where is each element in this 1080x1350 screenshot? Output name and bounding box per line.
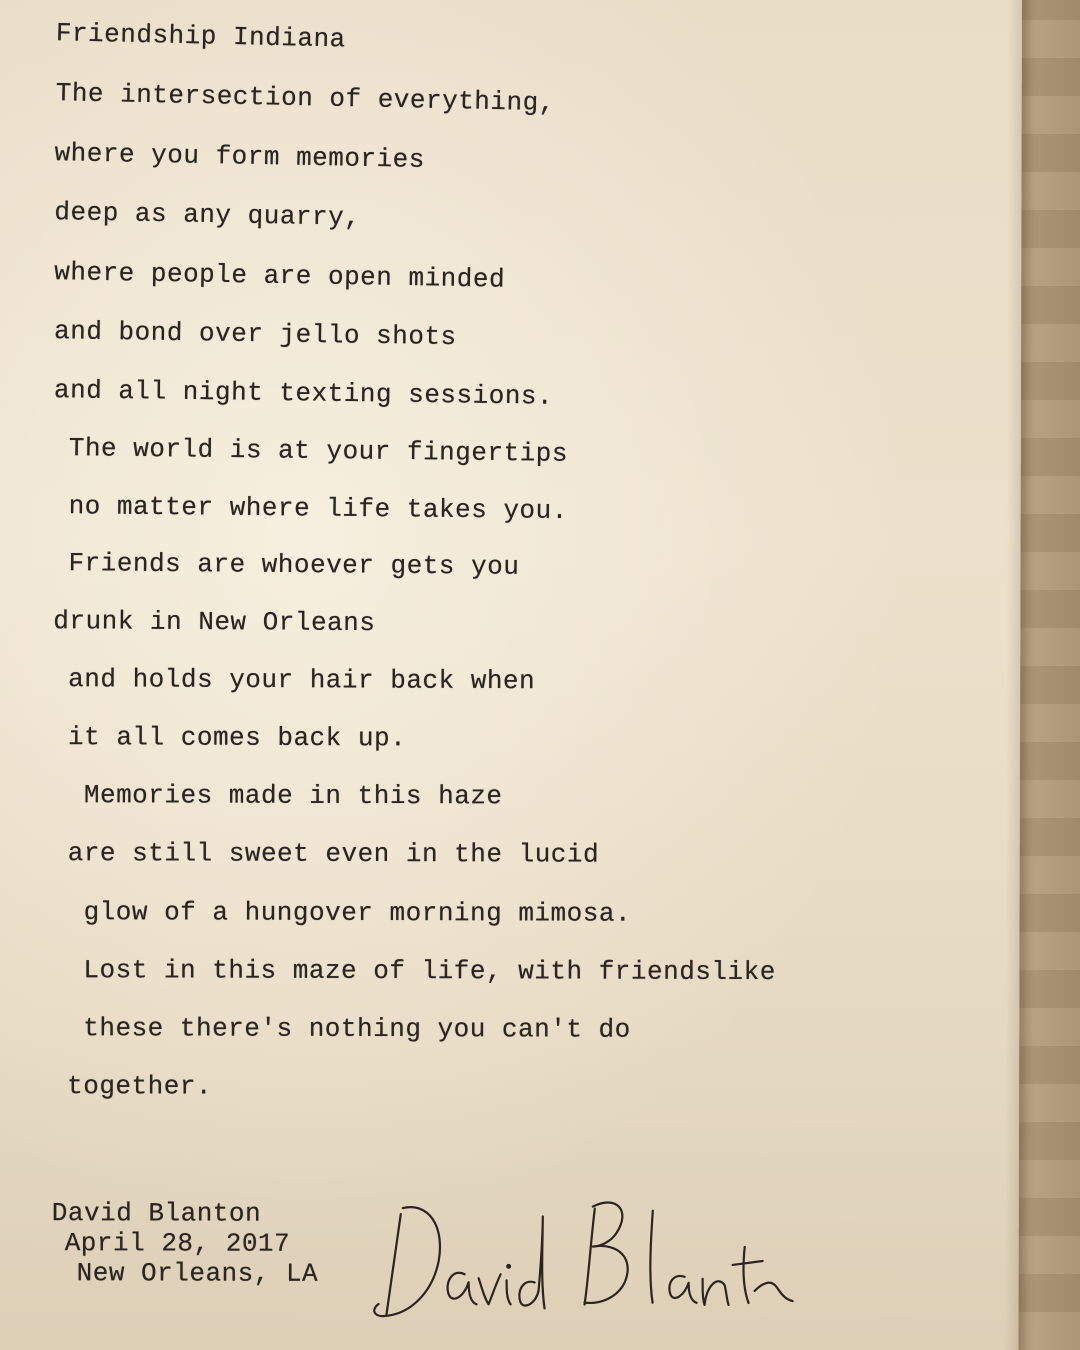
poem-line: together. xyxy=(67,1071,213,1102)
poem-line: it all comes back up. xyxy=(67,722,407,754)
poem-line: drunk in New Orleans xyxy=(53,606,376,639)
handwritten-signature xyxy=(366,1186,806,1337)
poem-title: Friendship Indiana xyxy=(55,18,347,55)
poem-line: glow of a hungover morning mimosa. xyxy=(83,897,632,929)
author-name: David Blanton xyxy=(51,1198,262,1229)
poem-line: where you form memories xyxy=(54,138,426,175)
table-backdrop xyxy=(1016,0,1080,1350)
poem-line: The intersection of everything, xyxy=(55,78,556,119)
poem-line: deep as any quarry, xyxy=(54,197,361,233)
poem-line: no matter where life takes you. xyxy=(68,491,568,526)
poem-line: and bond over jello shots xyxy=(53,316,457,353)
poem-line: Memories made in this haze xyxy=(83,780,503,812)
poem-line: The world is at your fingertips xyxy=(68,433,569,469)
poem-line: and all night texting sessions. xyxy=(53,375,554,412)
poem-line: where people are open minded xyxy=(54,257,506,295)
poem-line: and holds your hair back when xyxy=(68,664,536,697)
poem-line: Friends are whoever gets you xyxy=(68,548,520,582)
author-place: New Orleans, LA xyxy=(76,1258,319,1289)
poem-line: are still sweet even in the lucid xyxy=(67,838,600,870)
author-date: April 28, 2017 xyxy=(64,1228,291,1259)
poem-line: these there's nothing you can't do xyxy=(83,1013,631,1045)
poem-line: Lost in this maze of life, with friendslike xyxy=(83,955,776,988)
